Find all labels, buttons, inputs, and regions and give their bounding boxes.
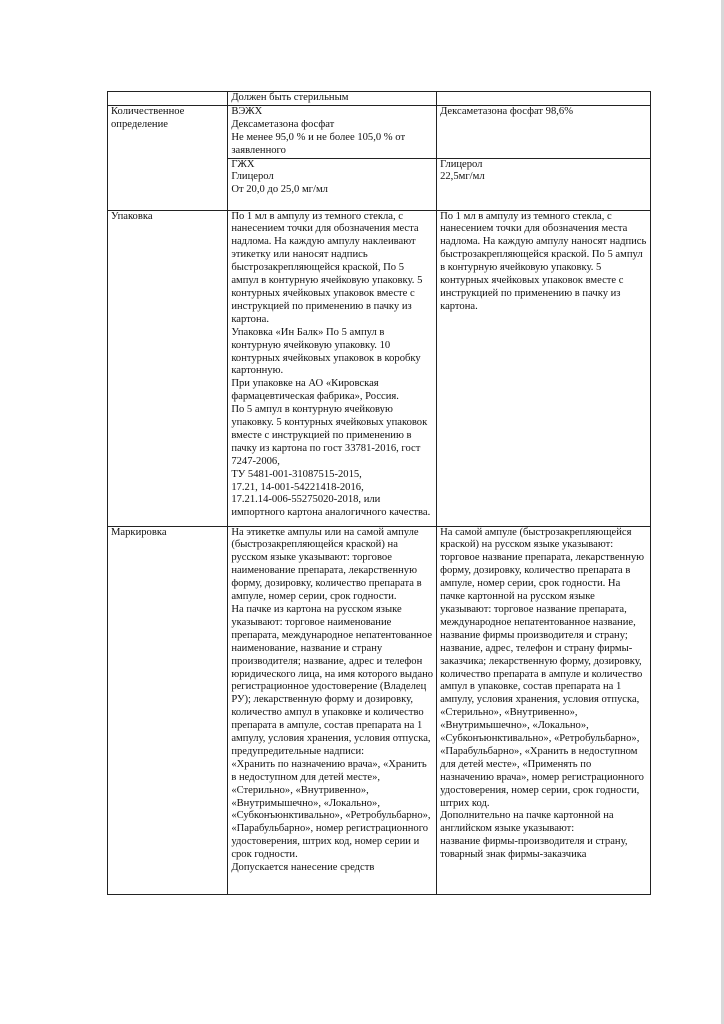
packaging-result-cell [437,210,651,526]
specification-table [107,91,651,895]
quant-glc-requirement-text: ГЖХ Глицерол От 20,0 до 25,0 мг/мл [231,158,328,196]
quant-label: Количественное определение [111,105,185,130]
quant-hplc-result-cell [437,105,651,158]
packaging-requirement-cell [228,210,437,526]
packaging-label-cell [108,210,228,526]
packaging-result-text: По 1 мл в ампулу из темного стекла, с нанесением точки для обозначения места надлома. На каждую ампулу наносят надпись быстрозакрепляющейся краской. По 5 ампул в контурную ячейковую упаковку. 5 контурных ячейковых упаковок вместе с инструкцией по применению в пачку из картона. [440,210,647,312]
quant-glc-result-cell [437,158,651,210]
sterility-requirement-text: Должен быть стерильным [231,92,349,103]
quant-hplc-requirement-text: ВЭЖХ Дексаметазона фосфат Не менее 95,0 % и не более 105,0 % от заявленного [231,105,406,156]
sterility-result-cell [437,92,651,106]
marking-requirement-cell [228,526,437,894]
sterility-requirement-cell [228,92,437,106]
marking-requirement-text: На этикетке ампулы или на самой ампуле (быстрозакрепляющейся краской) на русском языке указывают: торговое наименование препарата, лекарственную форму, дозировку, количество препарата в ампуле, номер серии, срок годности. На пачке из картона на русском языке указывают: торговое наименование препарата, международное непатентованное наименование, название и страну производителя; название, адрес и телефон юридического лица, на имя которого выдано регистрационное удостоверение (Владелец РУ); лекарственную форму и дозировку, количество ампул в упаковке и количество препарата в ампуле, состав препарата на 1 ампулу, условия хранения, условия отпуска, предупредительные надписи: «Хранить по назначению врача», «Хранить в недоступном для детей месте», «Стерильно», «Внутривенно», «Внутримышечно», «Локально», «Субконъюнктивально», «Ретробульбарно», «Парабульбарно», номер регистрационного удостоверения, штрих код, номер серии и срок годности. Допускается нанесение средств [231,526,434,874]
sterility-row [108,92,651,106]
marking-row [108,526,651,894]
packaging-requirement-text: По 1 мл в ампулу из темного стекла, с нанесением точки для обозначения места надлома. На каждую ампулу наклеивают этикетку или наносят надпись быстрозакрепляющейся краской, По 5 ампул в контурную ячейковую упаковку. 5 контурных ячейковых упаковок вместе с инструкцией по применению в пачку из картона. Упаковка «Ин Балк» По 5 ампул в контурную ячейковую упаковку. 10 контурных ячейковых упаковок в коробку картонную. При упаковке на АО «Кировская фармацевтическая фабрика», Россия. По 5 ампул в контурную ячейковую упаковку. 5 контурных ячейковых упаковок вместе с инструкцией по применению в пачку из картона по гост 33781-2016, гост 7247-2006, ТУ 5481-001-31087515-2015, 17.21, 14-001-54221418-2016, 17.21.14-006-55275020-2018, или импортного картона аналогичного качества. [231,210,431,519]
quant-hplc-requirement-cell [228,105,437,158]
packaging-row [108,210,651,526]
quant-label-cell [108,105,228,210]
quant-hplc-row [108,105,651,158]
marking-result-text: На самой ампуле (быстрозакрепляющейся краской) на русском языке указывают: торговое название препарата, лекарственную форму, дозировку, количество препарата в ампуле, номер серии, срок годности. На пачке картонной на русском языке указывают: торговое название препарата, международное непатентованное название, название фирмы производителя и страну; название, адрес, телефон и страну фирмы-заказчика; лекарственную форму, дозировку, количество препарата в ампуле и количество ампул в упаковке, состав препарата на 1 ампулу, условия хранения, условия отпуска, «Стерильно», «Внутривенно», «Внутримышечно», «Локально», «Субконъюнктивально», «Ретробульбарно», «Парабульбарно», «Хранить в недоступном для детей месте», «Применять по назначению врача», номер регистрационного удостоверения, номер серии, срок годности, штрих код. Дополнительно на пачке картонной на английском языке указывают: название фирмы-производителя и страну, товарный знак фирмы-заказчика [440,526,645,861]
quant-glc-result-text: Глицерол 22,5мг/мл [440,158,485,183]
marking-label-cell [108,526,228,894]
packaging-label: Упаковка [111,210,153,222]
sterility-label-cell [108,92,228,106]
quant-glc-requirement-cell [228,158,437,210]
quant-hplc-result-text: Дексаметазона фосфат 98,6% [440,105,574,117]
marking-result-cell [437,526,651,894]
marking-label: Маркировка [111,526,167,538]
